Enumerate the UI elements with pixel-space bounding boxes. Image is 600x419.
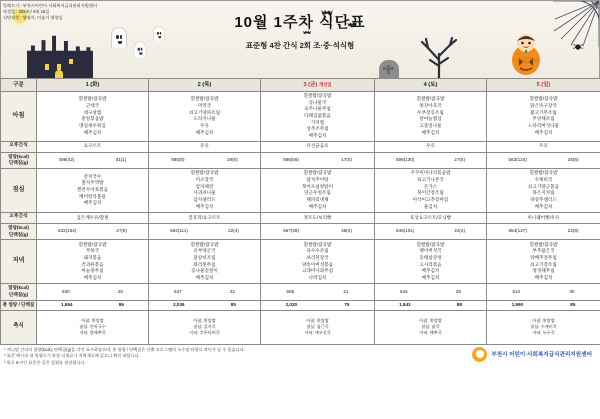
day-number: 3 [303,81,307,88]
meal-cell-breakfast-2: 흰쌀밥/잡곡밥 미역국 쇠고기양파조림 도라지나물 우유 배추김치 [149,92,261,142]
brand-logo [472,347,596,362]
meta-line-2: 작성일 : 2024년 9월 15일 [3,9,50,15]
footnote-3: * 하루 6~7간 표준은 같은 설취를 권장합니다. [4,359,86,365]
protein-value: 22(4) [228,228,239,234]
kcal-cell-breakfast-1 [37,152,149,168]
menu-table [0,78,600,345]
breakfast-kcal-row [1,152,600,168]
kcal-cell-dinner-1 [37,284,149,300]
meta-line-1: 알레르기 : 부천시어린이·사회복지급식관리지원센터 [3,3,97,8]
total-kcal: 2,020 [285,301,298,307]
meal-cell-breakfast-5: 흰쌀밥/잡곡밥 맑은똑구장국 불고기무조림 무앙채조림 느타리버섯나물 배추김치 [487,92,600,142]
snack-cell-afternoon-1: 검은깨두유/찰편 [37,212,149,223]
snack-cell-morning-4: 우유 [375,141,487,152]
table-header-row [1,79,600,92]
protein-value: 17(0) [341,156,352,162]
day-number: 5 [536,81,540,88]
meal-cell-breakfast-1: 흰쌀밥/잡곡밥 근대국 대구살찜 총알볶음밥 멧일새우튀김 배추김치 [37,92,149,142]
column-header-label: 구분 [1,79,37,92]
kcal-cell-lunch-1 [37,223,149,239]
kcal-value: 654(127) [508,228,527,234]
row-label-kcal-breakfast: 열량(kcal) 단백질(g) [1,152,37,168]
dinner-row [1,240,600,284]
breakfast-row [1,92,600,142]
snack-cell-afternoon-4: 호상요구르트/모닝빵 [375,212,487,223]
snack-cell-morning-2: 유유 [149,141,261,152]
day-note: 개선일 [318,81,332,87]
kcal-value: 546(101) [395,228,415,234]
kcal-value: 563(124) [508,156,527,162]
kcal-value: 584(111) [170,228,188,234]
day-number: 1 [85,81,89,88]
total-kcal: 2,036 [173,301,185,307]
allergy-cell-4: 아침: 흰쌀밥 점심: 닭죽 저녁: 배추죽 [375,310,487,344]
kcal-cell-lunch-3 [261,223,375,239]
day-name: (금) [308,81,318,88]
day-name: (목) [202,81,212,88]
kcal-value: 586(56) [283,156,299,162]
document-meta [3,3,97,21]
row-label-kcal-dinner: 열량(kcal) 단백질(g) [1,284,37,300]
kcal-value: 685(8) [171,156,185,162]
total-cell-5 [487,300,600,310]
meal-cell-dinner-5: 흰쌀밥/잡곡밥 부추꿈은국 양배추전무침 쇠고기장조림 청경채무침 배추김치 [487,240,600,284]
protein-value: 25(6) [567,156,579,162]
center-logo-icon [472,347,487,362]
snack-cell-afternoon-5: 미니웨어빵/우유 [487,212,600,223]
kcal-cell-breakfast-2 [149,152,261,168]
kcal-value: 667(48) [283,228,299,234]
row-label-kcal-lunch: 열량(kcal) 단백질(g) [1,223,37,239]
page-subtitle: 표준형 4찬 간식 2회 조·중·석식형 [245,41,355,50]
total-protein: 86 [118,301,124,307]
protein-value: 28 [455,288,461,294]
protein-value: 20 [117,288,123,294]
protein-value: 31(1) [115,156,127,162]
allergy-cell-5: 아침: 흰쌀밥 점심: 수제비죽 저녁: 녹두죽 [487,310,600,344]
total-protein: 85 [230,301,236,307]
kcal-value: 665 [286,288,295,294]
total-cell-2 [149,300,261,310]
total-protein: 75 [344,301,350,307]
meal-cell-dinner-1: 흰쌀밥/잡곡밥 무쑥국 돼지볶음 건과류볶음 마늘종무침 배추김치 [37,240,149,284]
protein-value: 27(6) [454,156,466,162]
castle-window [45,64,49,70]
snack-cell-afternoon-3: 정포도/보리빵 [261,212,375,223]
kcal-cell-lunch-2 [149,223,261,239]
protein-value: 29(0) [227,156,238,162]
snack-cell-afternoon-2: 꿀호떡/요구르트 [149,212,261,223]
row-label-morning-snack: 오후간식 [1,141,37,152]
day-name: (화) [90,81,100,88]
day-name: (일) [541,81,551,88]
dinner-kcal-row [1,284,600,300]
total-protein: 85 [570,301,576,307]
allergy-cell-3: 아침: 흰쌀밥 점심: 임근죽 저녁: 새우살죽 [261,310,375,344]
total-kcal: 1,990 [511,301,524,307]
protein-value: 27(8) [116,228,128,234]
meal-cell-lunch-4: 주꾸미미나리볶음밥 쇠고기나본국 돈가스 북어간장조림 아삭이고추장찌짐 물김치 [375,168,487,212]
kcal-cell-dinner-2 [149,284,261,300]
day-number: 4 [423,81,427,88]
meal-cell-breakfast-4: 흰쌀밥/잡곡밥 쑥갓아욱국 두부장콩조림 알마늘찜심 고춧잎나물 배추김치 [375,92,487,142]
protein-value: 22(4) [454,228,466,234]
total-row [1,300,600,310]
meal-cell-breakfast-3: 흰쌀밥/잡곡밥 콩나물국 숙주나물무침 다태김없볶음 가지찜 상추조무침 배추김치 [261,92,375,142]
row-label-lunch: 점심 [1,168,37,212]
row-label-total: 총 열량 / 단백질 [1,300,37,310]
column-header-day-4 [375,79,487,92]
footnote-2: * 표준 예시피 내 열량로기 하할 식재료가 지역재료에 있으니 확인 바랍니다. [4,353,140,359]
kcal-value: 522 [512,288,521,294]
kcal-cell-breakfast-4 [375,152,487,168]
header-banner [0,0,600,78]
protein-value: 21 [343,288,349,294]
kcal-cell-breakfast-3 [261,152,375,168]
day-name: (토) [428,81,438,88]
meal-cell-lunch-2: 흰쌀밥/잡곡밥 미소장국 감자채전 사과차나물 감자샐러드 배추김치 [149,168,261,212]
column-header-day-3 [261,79,375,92]
snack-cell-morning-5: 우유 [487,141,600,152]
kcal-cell-breakfast-5 [487,152,600,168]
kcal-cell-lunch-5 [487,223,600,239]
total-cell-3 [261,300,375,310]
total-kcal: 1,943 [399,301,411,307]
kcal-value: 632(154) [57,228,77,234]
allergy-cell-1: 아침: 흰쌀밥 점심: 잔치국수 저녁: 양배추죽 [37,310,149,344]
meal-cell-dinner-3: 흰쌀밥/잡곡밥 육수수조림 보리된장국 양송이버섯볶음 크래미사과무침 나박김치 [261,240,375,284]
total-cell-4 [375,300,487,310]
tombstone-icon [379,60,399,78]
kcal-value: 544 [400,288,408,294]
castle-door [55,70,63,78]
kcal-cell-dinner-3 [261,284,375,300]
kcal-cell-lunch-4 [375,223,487,239]
meal-cell-lunch-5: 흰쌀밥/잡곡밥 수제비국 쇠고기땅근볶음 목은지차림 양상추샐러드 배추김치 [487,168,600,212]
kcal-value: 630 [62,288,70,294]
protein-value: 22(6) [567,228,579,234]
total-protein: 88 [456,301,462,307]
row-label-dinner: 저녁 [1,240,37,284]
lunch-row [1,168,600,212]
footnotes [4,347,245,367]
brand-name: 부천시 어린이·사회복지급식관리지원센터 [491,352,592,359]
allergy-row [1,310,600,344]
kcal-cell-dinner-4 [375,284,487,300]
snack-cell-morning-3: 유산균음료 [261,141,375,152]
column-header-day-1 [37,79,149,92]
row-label-afternoon-snack: 오후간식 [1,212,37,223]
meal-cell-lunch-3: 흰쌀밥/잡곡밥 참치추어탕 북어포실양닭이 연근우엉조림 해파리냉채 배추김치 [261,168,375,212]
allergy-cell-2: 아침: 흰쌀밥 점심: 감자죽 저녁: 후무타버죽 [149,310,261,344]
total-cell-1 [37,300,149,310]
protein-value: 32 [229,288,235,294]
morning-snack-row [1,141,600,152]
row-label-breakfast: 아침 [1,92,37,142]
kcal-value: 598(130) [395,156,415,162]
snack-cell-morning-1: 요구르트 [37,141,149,152]
protein-value: 30 [569,288,575,294]
footer [0,347,600,367]
column-header-day-5 [487,79,600,92]
kcal-value: 647 [174,288,182,294]
protein-value: 36(0) [341,228,352,234]
day-number: 2 [197,81,201,88]
castle-window [69,59,73,64]
total-kcal: 1,954 [61,301,73,307]
meal-cell-dinner-4: 흰쌀밥/잡곡밥 팽이버섯국 동태살강정 고사리볶음 배추김치 배추김치 [375,240,487,284]
meal-cell-dinner-2: 흰쌀밥/잡곡밥 유부양곤국 닭갈비조림 꽈리풋무침 콩나물겉절이 배추김치 [149,240,261,284]
lunch-kcal-row [1,223,600,239]
kcal-value: 496(42) [58,156,75,162]
row-label-allergy: 축식 [1,310,37,344]
footnote-1: * 껴니별 간식의 열량(kcal), 단백질(g)을 각각 표시하였으며, 총 열량 / 단백질은 산출 프로그램의 소수점 단위로 차이가 날 수 있습니다. [4,346,245,352]
meal-cell-lunch-1: 잔치국수 열치주먹밥 찐만두어묵볶음 백미칼라볼링 배추김치 [37,168,149,212]
page-title: 10월 1주차 식단표 [234,14,366,31]
kcal-cell-dinner-5 [487,284,600,300]
meta-line-3: 식단작성 : 영양사, 미술기 영양실 [3,15,63,21]
afternoon-snack-row [1,212,600,223]
column-header-day-2 [149,79,261,92]
